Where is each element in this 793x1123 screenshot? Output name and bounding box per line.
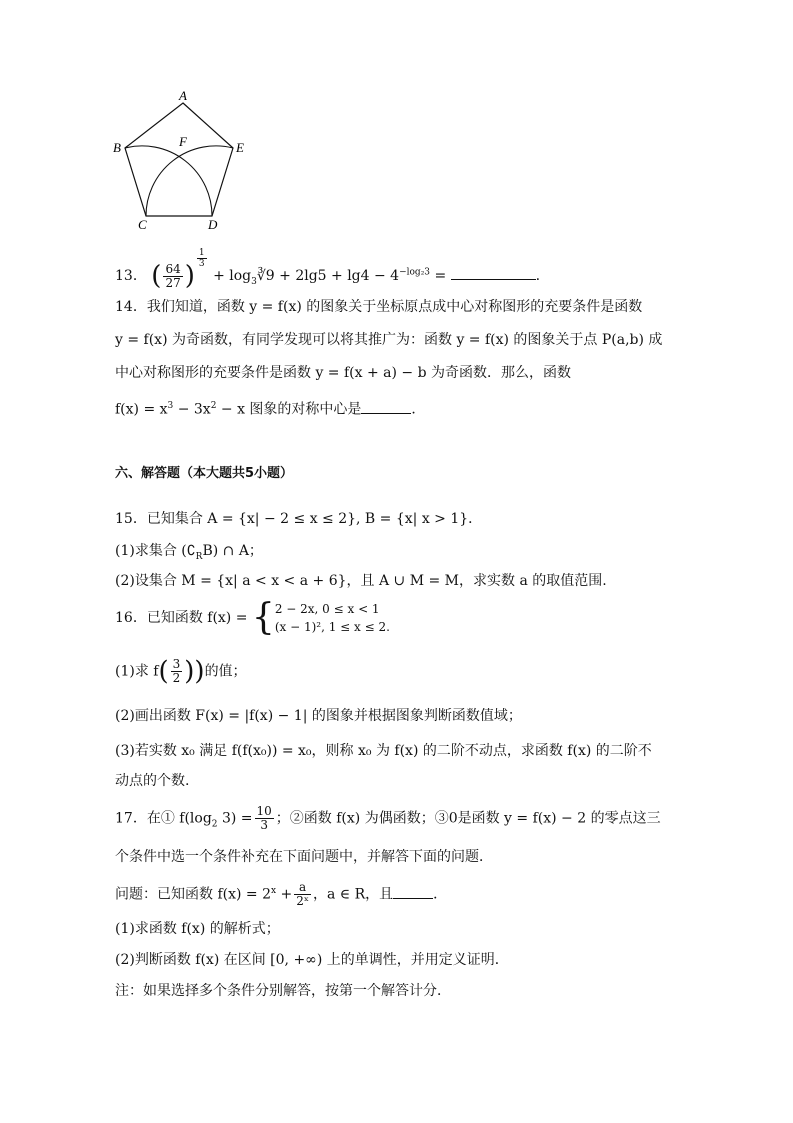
q17-part-2: (2)判断函数 f(x) 在区间 [0, +∞) 上的单调性，并用定义证明．	[115, 952, 509, 968]
arc-from-c	[146, 146, 233, 216]
q15-part-2: (2)设集合 M = {x| a < x < a + 6}，且 A ∪ M = M，求实数 a 的取值范围.	[115, 573, 607, 589]
q14-line-4: $f(x) = x^3 - 3x^2 - x$ 图象的对称中心是 ．	[115, 395, 425, 421]
label-b: B	[113, 140, 121, 155]
q13-number: 13．	[115, 268, 147, 284]
q16-part-2: (2)画出函数 F(x) = |f(x) − 1| 的图象并根据图象判断函数值域；	[115, 708, 522, 724]
q14-line-1: 14．我们知道，函数 y = f(x) 的图象关于坐标原点成中心对称图形的充要条件是函数	[115, 299, 643, 315]
pentagon-outline	[125, 103, 233, 216]
q13-fraction: $\frac{64}{27}$	[165, 261, 181, 290]
q16-part-3-cont: 动点的个数.	[115, 773, 190, 789]
q17-note: 注：如果选择多个条件分别解答，按第一个解答计分．	[115, 983, 451, 999]
section-heading: 六、解答题（本大题共5小题）	[115, 466, 294, 481]
label-a: A	[179, 88, 187, 103]
label-c: C	[138, 217, 147, 232]
q17-line-2: 个条件中选一个条件补充在下面问题中，并解答下面的问题．	[115, 849, 493, 865]
q14-line-2: y = f(x) 为奇函数，有同学发现可以将其推广为：函数 y = f(x) 的图象关于点 P(a,b) 成	[115, 332, 663, 348]
q17-line-3: 问题：已知函数 $f(x) = 2^x$ + $\frac{a}{\text{2ˣ}}$ ，a ∈ R，且 ．	[115, 880, 448, 909]
q16-line-1: 16．已知函数 f(x) = { 2 − 2x, 0 ≤ x < 1 (x − 1)², 1 ≤ x ≤ 2.	[115, 597, 390, 638]
label-d: D	[208, 217, 218, 232]
question-13: 13． ( $\frac{64}{27}$ ) $^{\frac{1}{3}}$ + $\log_3∛9 + 2\lg 5 + \lg 4 - 4^{-log_23}$ = .	[115, 248, 541, 291]
q16-piecewise: 2 − 2x, 0 ≤ x < 1 (x − 1)², 1 ≤ x ≤ 2.	[274, 602, 390, 634]
q17-line-1: 17．在① $f(\log_2$ 3) = $\frac{10}{3}$ ；②函数 f(x) 为偶函数；③0是函数 y = f(x) − 2 的零点这三	[115, 804, 661, 832]
q13-answer-blank	[451, 265, 536, 280]
q17-part-1: (1)求函数 f(x) 的解析式；	[115, 921, 280, 937]
pentagon-figure	[105, 88, 265, 233]
label-f: F	[179, 134, 187, 149]
label-e: E	[236, 140, 244, 155]
q14-answer-blank	[361, 399, 411, 414]
arc-from-d	[125, 146, 212, 216]
q14-line-3: 中心对称图形的充要条件是函数 y = f(x + a) − b 为奇函数．那么，函数	[115, 365, 572, 381]
q15-part-1: (1)求集合 $(∁_RB)$ ∩ A；	[115, 543, 263, 562]
q17-condition-blank	[393, 884, 433, 899]
q16-part-3: (3)若实数 x₀ 满足 f(f(x₀)) = x₀，则称 x₀ 为 f(x) 的二阶不动点，求函数 f(x) 的二阶不	[115, 743, 652, 759]
q16-part-1: (1)求 f( $\frac{3}{2}$ ))的值；	[115, 656, 247, 687]
q15-line-1: 15．已知集合 A = {x| − 2 ≤ x ≤ 2}, B = {x| x > 1}．	[115, 511, 483, 527]
